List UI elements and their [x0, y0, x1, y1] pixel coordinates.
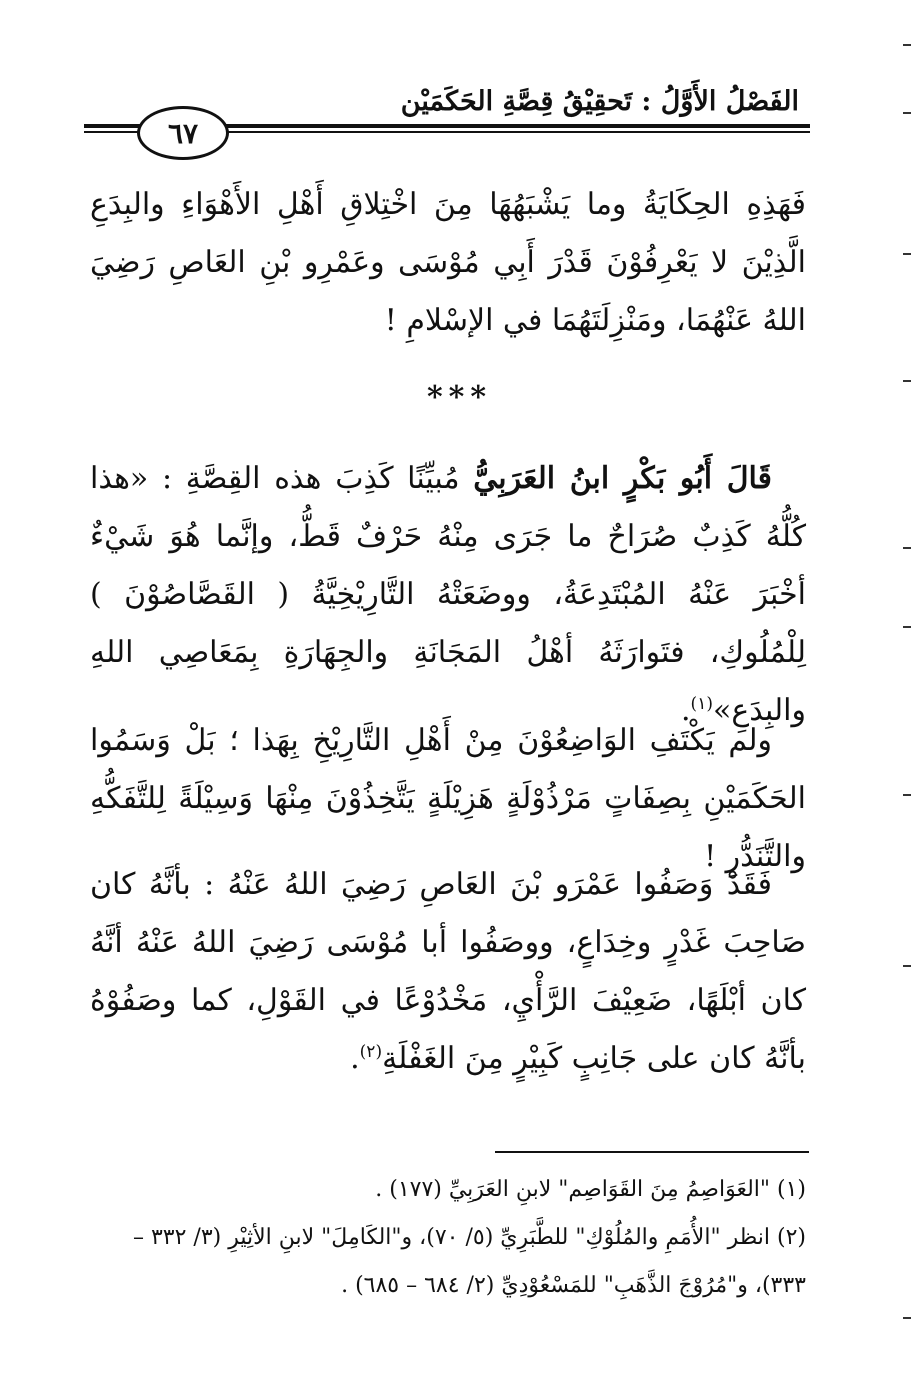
scan-margin-mark [903, 1317, 911, 1319]
paragraph-2 [90, 450, 806, 740]
scan-margin-mark [903, 44, 911, 46]
paragraph-3: ولم يَكْتَفِ الوَاضِعُوْنَ مِنْ أَهْلِ التَّارِيْخِ بِهَذا ؛ بَلْ وَسَمُوا الحَكَمَيْنِ بِصِفَاتٍ مَرْذُوْلَةٍ هَزِيْلَةٍ يَتَّخِذُوْنَ مِنْهَا وَسِيْلَةً لِلتَّفَكُّهِ والتَّنَدُّرِ ! [90, 723, 806, 874]
footnote-ref-2: (٢) [359, 1042, 383, 1062]
page-number: ٦٧ [137, 106, 229, 160]
paragraph-4 [90, 856, 806, 1088]
footnote-separator [495, 1151, 809, 1153]
footnote-1: (١) "العَوَاصِمُ مِنَ القَوَاصِم" لابنِ العَرَبِيِّ (١٧٧) . [375, 1177, 806, 1202]
scan-margin-mark [903, 380, 911, 382]
footnote-ref-1: (١) [690, 694, 713, 714]
paragraph-2-end: . [681, 693, 691, 728]
quoted-author: قَالَ أَبُو بَكْرٍ ابنُ العَرَبِيُّ [473, 461, 772, 496]
paragraph-1: فَهَذِهِ الحِكَايَةُ وما يَشْبَهُهَا مِنَ اخْتِلاقِ أَهْلِ الأَهْوَاءِ والبِدَعِ الَّذِيْنَ لا يَعْرِفُوْنَ قَدْرَ أَبِي مُوْسَى وعَمْرِو بْنِ العَاصِ رَضِيَ اللهُ عَنْهُمَا، ومَنْزِلَتَهُمَا في الإسْلامِ ! [90, 187, 806, 338]
quotation-text: مُبيِّنًا كَذِبَ هذه القِصَّةِ : «هذا كُلُّهُ كَذِبٌ صُرَاحٌ ما جَرَى مِنْهُ حَرْفٌ قَطُّ، وإنَّما هُوَ شَيْءٌ أخْبَرَ عَنْهُ المُبْتَدِعَةُ، ووضَعَتْهُ التَّارِيْخِيَّةُ ( القَصَّاصُوْنَ ) لِلْمُلُوكِ، فتَوارَثَهُ أهْلُ المَجَانَةِ والجِهَارَةِ بِمَعَاصِي اللهِ والبِدَعِ» [90, 461, 806, 728]
scan-margin-mark [903, 626, 911, 628]
running-header-title: الفَصْلُ الأَوَّلُ : تَحقِيْقُ قِصَّةِ الحَكَمَيْن [400, 86, 799, 117]
paragraph-4-text: فَقَدْ وَصَفُوا عَمْرَو بْنَ العَاصِ رَضِيَ اللهُ عَنْهُ : بأنَّهُ كان صَاحِبَ غَدْرٍ وخِدَاعٍ، ووصَفُوا أبا مُوْسَى رَضِيَ اللهُ عَنْهُ أنَّهُ كان أبْلَهًا، ضَعِيْفَ الرَّأْيِ، مَخْدُوْعًا في القَوْلِ، كما وصَفُوْهُ بأنَّهُ كان على جَانِبٍ كَبِيْرٍ مِنَ الغَفْلَةِ [90, 867, 806, 1076]
paragraph-4-end: . [350, 1041, 360, 1076]
section-separator: *** [426, 380, 493, 415]
footnotes [90, 1166, 806, 1310]
scan-margin-mark [903, 547, 911, 549]
scan-margin-mark [903, 965, 911, 967]
footnote-2: (٢) انظر "الأُمَمِ والمُلُوْكِ" للطَّبَرِيِّ (٥/ ٧٠)، و"الكَامِلَ" لابنِ الأثِيْرِ (٣/ ٣٣٢ – ٣٣٣)، و"مُرُوْجَ الذَّهَبِ" للمَسْعُوْدِيِّ (٢/ ٦٨٤ – ٦٨٥) . [132, 1225, 806, 1298]
scan-margin-mark [903, 253, 911, 255]
scan-margin-mark [903, 112, 911, 114]
scan-margin-mark [903, 794, 911, 796]
